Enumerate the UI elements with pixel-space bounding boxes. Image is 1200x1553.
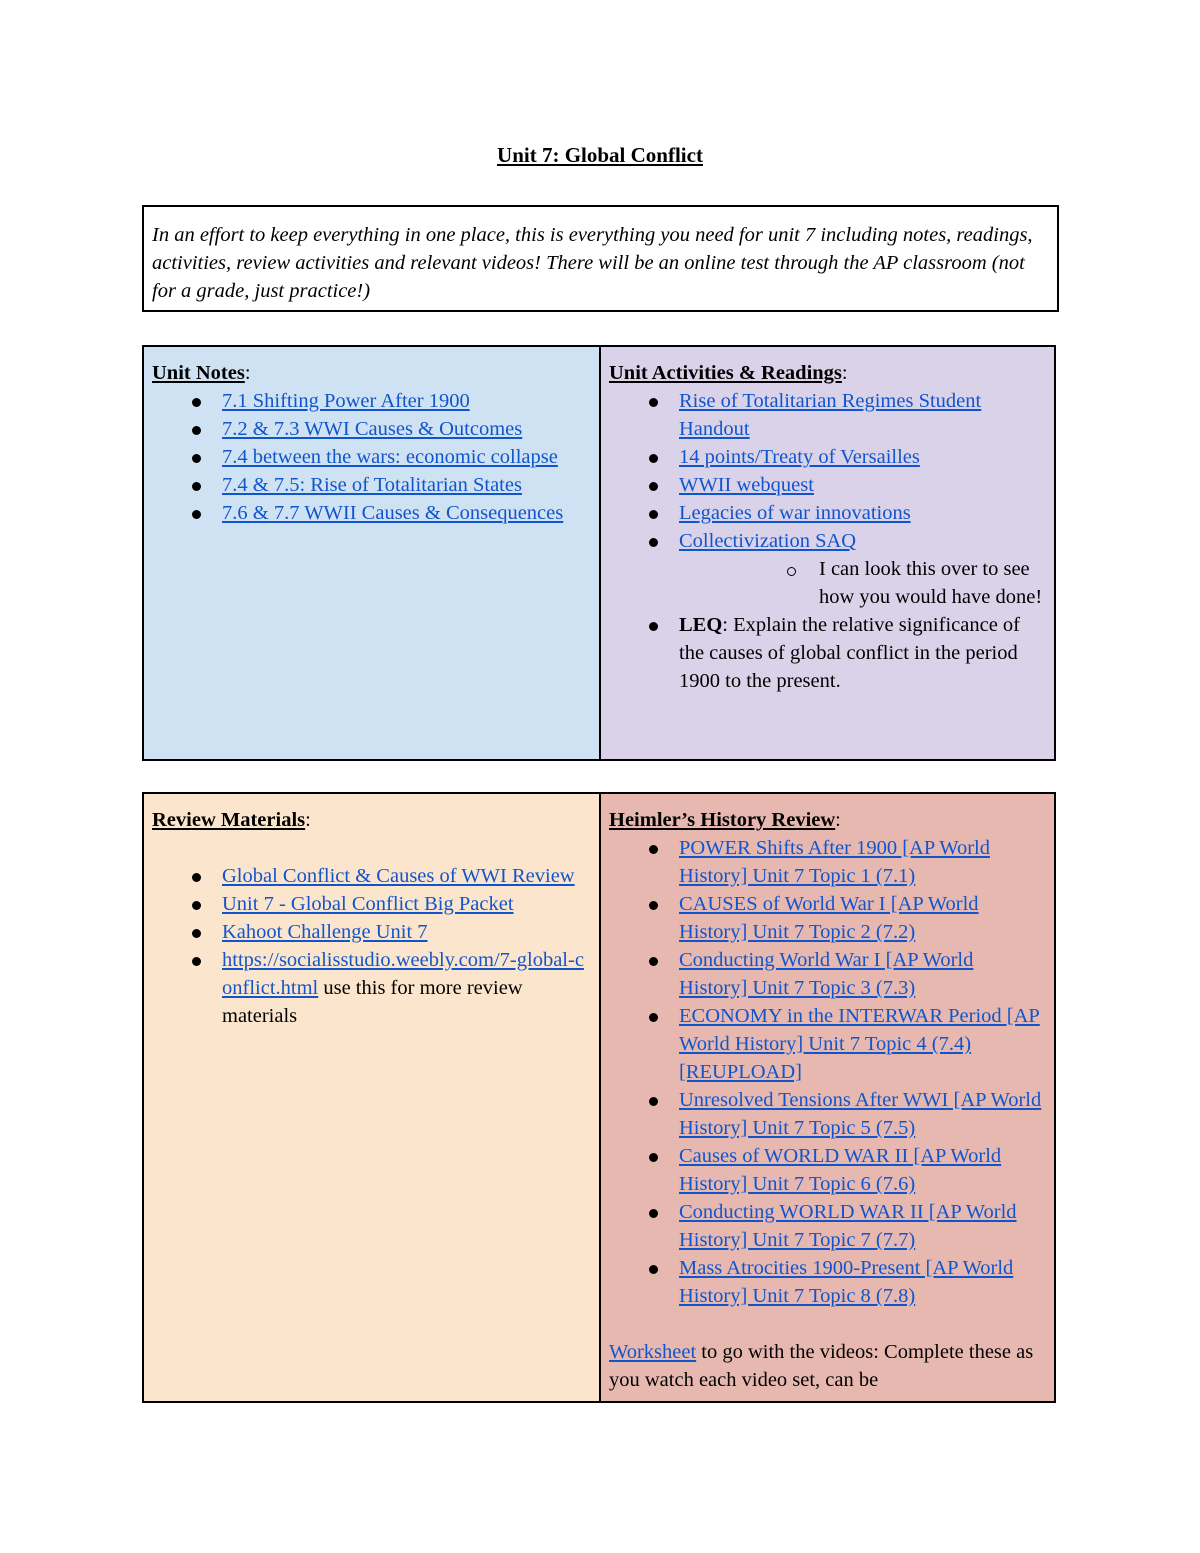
sub-list-item: I can look this over to see how you would have done!: [679, 555, 1046, 611]
review-list: [152, 862, 591, 1030]
worksheet-paragraph: [609, 1338, 1046, 1394]
heimler-cell: [599, 794, 1054, 1401]
list-item: [152, 890, 591, 918]
list-item: [609, 1198, 1046, 1254]
activity-link-collectivization-saq[interactable]: Collectivization SAQ: [679, 530, 857, 552]
video-link-topic-4[interactable]: ECONOMY in the INTERWAR Period [AP World History] Unit 7 Topic 4 (7.4) [REUPLOAD]: [679, 1005, 1040, 1083]
activity-link-14-points[interactable]: 14 points/Treaty of Versailles: [679, 446, 920, 468]
video-link-topic-7[interactable]: Conducting WORLD WAR II [AP World History] Unit 7 Topic 7 (7.7): [679, 1201, 1017, 1251]
list-item: [609, 834, 1046, 890]
heimler-list: [609, 834, 1046, 1310]
review-link-big-packet[interactable]: Unit 7 - Global Conflict Big Packet: [222, 893, 514, 915]
notes-link-7-4[interactable]: 7.4 between the wars: economic collapse: [222, 446, 558, 468]
list-item: [609, 1002, 1046, 1086]
list-item: [609, 443, 1046, 471]
activity-link-war-innovations[interactable]: Legacies of war innovations: [679, 502, 911, 524]
notes-link-7-2-7-3[interactable]: 7.2 & 7.3 WWI Causes & Outcomes: [222, 418, 523, 440]
review-url-suffix: use this for more review materials: [222, 977, 523, 1027]
list-item: [609, 1086, 1046, 1142]
leq-label: LEQ: [679, 614, 723, 636]
list-item: [152, 443, 591, 471]
video-link-topic-8[interactable]: Mass Atrocities 1900-Present [AP World History] Unit 7 Topic 8 (7.8): [679, 1257, 1014, 1307]
review-link-kahoot[interactable]: Kahoot Challenge Unit 7: [222, 921, 428, 943]
activities-list: [609, 387, 1046, 695]
notes-link-7-4-7-5[interactable]: 7.4 & 7.5: Rise of Totalitarian States: [222, 474, 522, 496]
list-item: [609, 890, 1046, 946]
list-item: [152, 387, 591, 415]
list-item: [152, 415, 591, 443]
review-heading: Review Materials:: [152, 809, 311, 831]
list-item: [609, 611, 1046, 695]
sub-list: [679, 555, 1046, 611]
intro-text: In an effort to keep everything in one place, this is everything you need for unit 7 including notes, readings, activities, review activities and relevant videos! There will be an online test through the AP classroom (not for a grade, just practice!): [152, 224, 1033, 302]
activities-cell: [599, 347, 1054, 759]
worksheet-text: to go with the videos: Complete these as you watch each video set, can be: [609, 1341, 1034, 1391]
list-item: [609, 527, 1046, 611]
resources-table-bottom: [142, 792, 1056, 1403]
notes-link-7-6-7-7[interactable]: 7.6 & 7.7 WWII Causes & Consequences: [222, 502, 564, 524]
review-link-url[interactable]: https://socialisstudio.weebly.com/7-global-conflict.html: [222, 949, 584, 999]
resources-table-top: [142, 345, 1056, 761]
list-item: [609, 1254, 1046, 1310]
leq-text: : Explain the relative significance of the causes of global conflict in the period 1900 to the present.: [679, 614, 1020, 692]
heimler-heading: Heimler’s History Review:: [609, 809, 841, 831]
unit-notes-cell: [144, 347, 599, 759]
video-link-topic-3[interactable]: Conducting World War I [AP World History] Unit 7 Topic 3 (7.3): [679, 949, 974, 999]
activity-link-totalitarian-handout[interactable]: Rise of Totalitarian Regimes Student Handout: [679, 390, 982, 440]
list-item: [152, 499, 591, 527]
document-title: Unit 7: Global Conflict: [497, 143, 703, 167]
unit-notes-list: [152, 387, 591, 527]
list-item: [152, 862, 591, 890]
list-item: [609, 499, 1046, 527]
activity-link-wwii-webquest[interactable]: WWII webquest: [679, 474, 814, 496]
notes-link-7-1[interactable]: 7.1 Shifting Power After 1900: [222, 390, 470, 412]
video-link-topic-1[interactable]: POWER Shifts After 1900 [AP World History] Unit 7 Topic 1 (7.1): [679, 837, 990, 887]
review-link-wwi-review[interactable]: Global Conflict & Causes of WWI Review: [222, 865, 575, 887]
list-item: [152, 471, 591, 499]
list-item: [152, 946, 591, 1030]
video-link-topic-2[interactable]: CAUSES of World War I [AP World History] Unit 7 Topic 2 (7.2): [679, 893, 979, 943]
list-item: [609, 471, 1046, 499]
spacer: [152, 834, 591, 862]
worksheet-link[interactable]: Worksheet: [609, 1341, 697, 1363]
list-item: [609, 387, 1046, 443]
unit-notes-heading: Unit Notes:: [152, 362, 251, 384]
video-link-topic-5[interactable]: Unresolved Tensions After WWI [AP World History] Unit 7 Topic 5 (7.5): [679, 1089, 1042, 1139]
list-item: [609, 1142, 1046, 1198]
list-item: [609, 946, 1046, 1002]
intro-box: [142, 205, 1059, 312]
list-item: [152, 918, 591, 946]
review-cell: [144, 794, 599, 1401]
activities-heading: Unit Activities & Readings:: [609, 362, 848, 384]
video-link-topic-6[interactable]: Causes of WORLD WAR II [AP World History] Unit 7 Topic 6 (7.6): [679, 1145, 1002, 1195]
